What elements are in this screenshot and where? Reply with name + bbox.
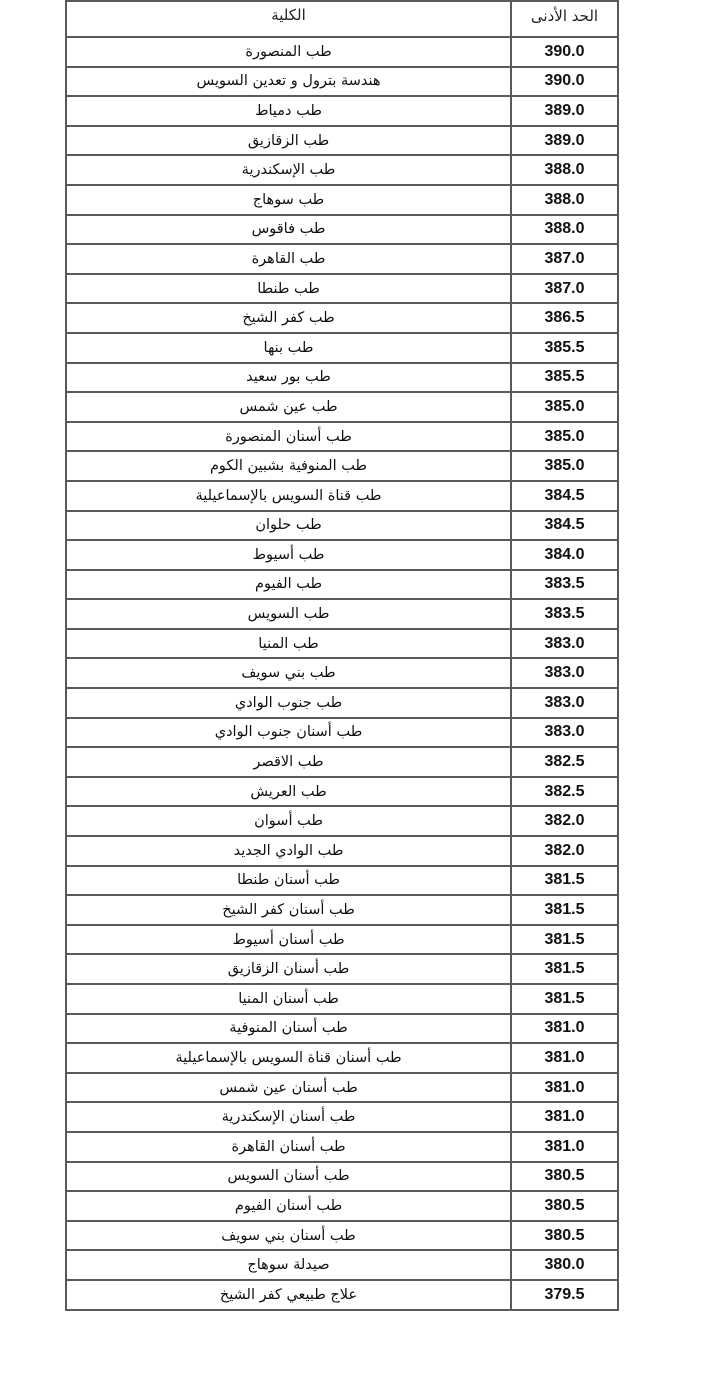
- min-score-cell: 383.0: [511, 629, 618, 659]
- min-score-cell: 389.0: [511, 96, 618, 126]
- college-name-cell: طب أسنان جنوب الوادي: [66, 718, 511, 748]
- table-row: [66, 1280, 618, 1310]
- table-row: [66, 806, 618, 836]
- college-name-cell: طب بنها: [66, 333, 511, 363]
- college-name-cell: طب الزقازيق: [66, 126, 511, 156]
- college-name-cell: طب الإسكندرية: [66, 155, 511, 185]
- min-score-cell: 383.0: [511, 658, 618, 688]
- table-row: [66, 718, 618, 748]
- min-score-cell: 380.0: [511, 1250, 618, 1280]
- table-row: [66, 1221, 618, 1251]
- college-name-cell: طب المنيا: [66, 629, 511, 659]
- college-name-cell: طب بني سويف: [66, 658, 511, 688]
- college-name-cell: طب حلوان: [66, 511, 511, 541]
- college-name-cell: طب السويس: [66, 599, 511, 629]
- min-score-cell: 382.0: [511, 806, 618, 836]
- college-name-cell: طب فاقوس: [66, 215, 511, 245]
- college-name-cell: علاج طبيعي كفر الشيخ: [66, 1280, 511, 1310]
- college-name-cell: طب أسنان القاهرة: [66, 1132, 511, 1162]
- min-score-cell: 388.0: [511, 185, 618, 215]
- table-row: [66, 333, 618, 363]
- college-name-cell: طب أسنان أسيوط: [66, 925, 511, 955]
- table-row: [66, 185, 618, 215]
- table-row: [66, 629, 618, 659]
- table-row: [66, 1132, 618, 1162]
- min-score-cell: 385.5: [511, 363, 618, 393]
- table-row: [66, 451, 618, 481]
- table-row: [66, 96, 618, 126]
- college-name-cell: طب الفيوم: [66, 570, 511, 600]
- table-row: [66, 511, 618, 541]
- table-header-row: [66, 1, 618, 37]
- min-score-cell: 385.5: [511, 333, 618, 363]
- table-row: [66, 688, 618, 718]
- min-score-cell: 381.0: [511, 1014, 618, 1044]
- min-score-cell: 387.0: [511, 244, 618, 274]
- table-row: [66, 984, 618, 1014]
- college-name-cell: طب أسنان الفيوم: [66, 1191, 511, 1221]
- min-score-cell: 382.5: [511, 747, 618, 777]
- min-score-cell: 381.5: [511, 984, 618, 1014]
- college-name-cell: طب أسوان: [66, 806, 511, 836]
- table-row: [66, 392, 618, 422]
- table-row: [66, 1014, 618, 1044]
- min-score-cell: 390.0: [511, 67, 618, 97]
- college-name-cell: طب سوهاج: [66, 185, 511, 215]
- table-row: [66, 895, 618, 925]
- table-row: [66, 481, 618, 511]
- college-name-cell: طب الاقصر: [66, 747, 511, 777]
- min-score-cell: 381.0: [511, 1073, 618, 1103]
- min-score-cell: 382.5: [511, 777, 618, 807]
- table-row: [66, 274, 618, 304]
- table-row: [66, 954, 618, 984]
- min-score-cell: 380.5: [511, 1191, 618, 1221]
- min-score-cell: 384.0: [511, 540, 618, 570]
- min-score-cell: 389.0: [511, 126, 618, 156]
- table-row: [66, 1102, 618, 1132]
- min-score-cell: 384.5: [511, 511, 618, 541]
- admission-scores-table-container: [65, 0, 617, 1311]
- college-name-cell: طب الوادي الجديد: [66, 836, 511, 866]
- min-score-cell: 380.5: [511, 1221, 618, 1251]
- college-name-cell: طب أسنان المنوفية: [66, 1014, 511, 1044]
- table-row: [66, 540, 618, 570]
- min-score-cell: 380.5: [511, 1162, 618, 1192]
- table-row: [66, 37, 618, 67]
- table-row: [66, 422, 618, 452]
- table-row: [66, 303, 618, 333]
- min-score-cell: 383.0: [511, 718, 618, 748]
- table-row: [66, 1250, 618, 1280]
- table-row: [66, 866, 618, 896]
- college-name-cell: طب المنصورة: [66, 37, 511, 67]
- college-name-cell: طب بور سعيد: [66, 363, 511, 393]
- table-row: [66, 215, 618, 245]
- college-name-cell: طب أسيوط: [66, 540, 511, 570]
- college-name-cell: طب قناة السويس بالإسماعيلية: [66, 481, 511, 511]
- table-row: [66, 363, 618, 393]
- min-score-cell: 383.0: [511, 688, 618, 718]
- college-name-cell: طب العريش: [66, 777, 511, 807]
- table-row: [66, 836, 618, 866]
- min-score-cell: 382.0: [511, 836, 618, 866]
- college-name-cell: طب أسنان الزقازيق: [66, 954, 511, 984]
- min-score-cell: 385.0: [511, 422, 618, 452]
- min-score-cell: 386.5: [511, 303, 618, 333]
- table-row: [66, 777, 618, 807]
- college-name-cell: طب القاهرة: [66, 244, 511, 274]
- table-row: [66, 570, 618, 600]
- min-score-cell: 383.5: [511, 570, 618, 600]
- college-name-cell: طب أسنان عين شمس: [66, 1073, 511, 1103]
- min-score-cell: 381.5: [511, 925, 618, 955]
- min-score-cell: 381.0: [511, 1102, 618, 1132]
- table-row: [66, 1043, 618, 1073]
- table-row: [66, 1191, 618, 1221]
- table-row: [66, 126, 618, 156]
- min-score-cell: 388.0: [511, 215, 618, 245]
- table-body: [66, 37, 618, 1310]
- min-score-cell: 388.0: [511, 155, 618, 185]
- admission-scores-table: [65, 0, 619, 1311]
- min-score-cell: 387.0: [511, 274, 618, 304]
- college-name-cell: طب أسنان المنصورة: [66, 422, 511, 452]
- table-row: [66, 747, 618, 777]
- college-name-cell: طب أسنان السويس: [66, 1162, 511, 1192]
- college-name-cell: طب عين شمس: [66, 392, 511, 422]
- college-name-cell: طب طنطا: [66, 274, 511, 304]
- college-name-cell: طب أسنان بني سويف: [66, 1221, 511, 1251]
- min-score-cell: 381.5: [511, 895, 618, 925]
- column-header-college: الكلية: [66, 1, 511, 37]
- table-row: [66, 925, 618, 955]
- college-name-cell: طب أسنان المنيا: [66, 984, 511, 1014]
- college-name-cell: طب كفر الشيخ: [66, 303, 511, 333]
- table-row: [66, 599, 618, 629]
- min-score-cell: 379.5: [511, 1280, 618, 1310]
- min-score-cell: 384.5: [511, 481, 618, 511]
- min-score-cell: 381.0: [511, 1132, 618, 1162]
- college-name-cell: هندسة بترول و تعدين السويس: [66, 67, 511, 97]
- table-row: [66, 67, 618, 97]
- college-name-cell: طب أسنان طنطا: [66, 866, 511, 896]
- min-score-cell: 381.0: [511, 1043, 618, 1073]
- min-score-cell: 385.0: [511, 392, 618, 422]
- college-name-cell: طب المنوفية بشبين الكوم: [66, 451, 511, 481]
- table-row: [66, 244, 618, 274]
- table-row: [66, 1073, 618, 1103]
- college-name-cell: طب دمياط: [66, 96, 511, 126]
- min-score-cell: 385.0: [511, 451, 618, 481]
- table-row: [66, 155, 618, 185]
- min-score-cell: 390.0: [511, 37, 618, 67]
- min-score-cell: 383.5: [511, 599, 618, 629]
- column-header-min-score: الحد الأدنى: [511, 1, 618, 37]
- min-score-cell: 381.5: [511, 866, 618, 896]
- college-name-cell: طب أسنان كفر الشيخ: [66, 895, 511, 925]
- table-row: [66, 1162, 618, 1192]
- college-name-cell: طب أسنان قناة السويس بالإسماعيلية: [66, 1043, 511, 1073]
- college-name-cell: طب جنوب الوادي: [66, 688, 511, 718]
- min-score-cell: 381.5: [511, 954, 618, 984]
- table-row: [66, 658, 618, 688]
- college-name-cell: طب أسنان الإسكندرية: [66, 1102, 511, 1132]
- college-name-cell: صيدلة سوهاج: [66, 1250, 511, 1280]
